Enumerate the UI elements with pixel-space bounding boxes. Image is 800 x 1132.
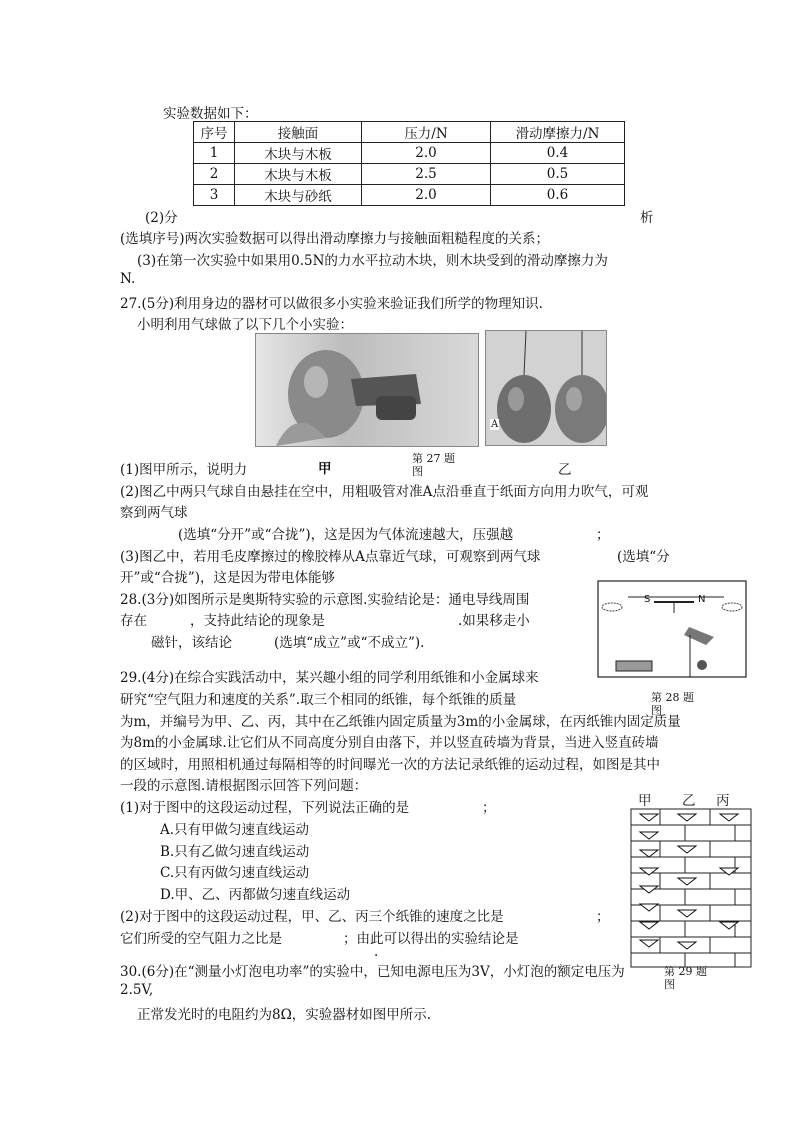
q27-p3a-end: (选填“分 xyxy=(617,549,670,565)
q29-option-d: D.甲、乙、丙都做匀速直线运动 xyxy=(160,887,351,903)
q28-line2b: ，支持此结论的现象是 xyxy=(190,613,325,629)
table-cell: 2 xyxy=(194,164,235,185)
table-header: 序号 xyxy=(194,122,235,143)
q26-p2-end: 析 xyxy=(640,210,654,226)
figure-yi-photo xyxy=(485,330,607,446)
fig-label-jia: 甲 xyxy=(638,793,652,809)
table-cell: 1 xyxy=(194,143,235,164)
table-cell: 木块与砂纸 xyxy=(235,185,362,206)
table-cell: 2.0 xyxy=(362,185,491,206)
table-cell: 木块与木板 xyxy=(235,143,362,164)
q26-p2-start: (2)分 xyxy=(145,210,178,226)
table-header: 滑动摩擦力/N xyxy=(491,122,625,143)
table-cell: 3 xyxy=(194,185,235,206)
q27-p2a: (2)图乙中两只气球自由悬挂在空中，用粗吸管对准A点沿垂直于纸面方向用力吹气，可观 xyxy=(120,484,649,500)
two-balloons-illustration xyxy=(486,331,606,445)
q29-q1-end: ； xyxy=(482,800,496,816)
q30-line3: 正常发光时的电阻约为8Ω，实验器材如图甲所示. xyxy=(137,1007,432,1023)
q30-line1: 30.(6分)在“测量小灯泡电功率”的实验中，已知电源电压为3V，小灯泡的额定电压为 xyxy=(120,964,625,980)
q29-line3: 为m，并编号为甲、乙、丙，其中在乙纸锥内固定质量为3m的小金属球，在丙纸锥内固定质量 xyxy=(120,714,681,730)
balloon-push-illustration xyxy=(256,334,478,446)
point-a-label: A xyxy=(491,419,499,430)
q27-intro: 小明利用气球做了以下几个小实验： xyxy=(137,317,353,333)
table-cell: 0.4 xyxy=(491,143,625,164)
table-header: 接触面 xyxy=(235,122,362,143)
table-cell: 2.0 xyxy=(362,143,491,164)
q27-caption-2: 图 xyxy=(412,465,423,478)
q27-title: 27.(5分)利用身边的器材可以做很多小实验来验证我们所学的物理知识. xyxy=(120,296,543,312)
q29-line2: 研究“空气阻力和速度的关系”.取三个相同的纸锥，每个纸锥的质量 xyxy=(120,692,517,708)
table-cell: 2.5 xyxy=(362,164,491,185)
q29-q1: (1)对于图中的这段运动过程，下列说法正确的是 xyxy=(120,800,410,816)
table-cell: 木块与木板 xyxy=(235,164,362,185)
q29-q2b-mid: ；由此可以得出的实验结论是 xyxy=(343,931,519,947)
q29-caption-2: 图 xyxy=(664,978,675,991)
table-row xyxy=(194,185,625,206)
q28-line2a: 存在 xyxy=(120,613,147,629)
q27-p2c: (选填“分开”或“合拢”)，这是因为气体流速越大，压强越 xyxy=(178,527,514,543)
q27-p1: (1)图甲所示，说明力 xyxy=(120,462,248,478)
q30-line2: 2.5V, xyxy=(120,982,154,998)
table-row xyxy=(194,143,625,164)
q29-line4: 为8m的小金属球.让它们从不同高度分别自由落下，并以竖直砖墙为背景，当进入竖直砖墙 xyxy=(120,735,659,751)
q28-line2c: .如果移走小 xyxy=(458,613,530,629)
q29-line1: 29.(4分)在综合实践活动中，某兴趣小组的同学利用纸锥和小金属球来 xyxy=(120,670,539,686)
q29-q2a-end: ； xyxy=(596,909,610,925)
table-cell: 0.5 xyxy=(491,164,625,185)
oersted-circuit-diagram xyxy=(594,575,749,683)
q29-q2b: 它们所受的空气阻力之比是 xyxy=(120,931,282,947)
q29-line5: 的区域时，用照相机通过每隔相等的时间曝光一次的方法记录纸锥的运动过程，如图是其中 xyxy=(120,757,660,773)
table-cell: 0.6 xyxy=(491,185,625,206)
brick-wall-diagram xyxy=(630,808,752,968)
q27-p2b: 察到两气球 xyxy=(120,505,188,521)
q28-line1: 28.(3分)如图所示是奥斯特实验的示意图.实验结论是：通电导线周围 xyxy=(120,592,530,608)
q27-caption: 第 27 题 xyxy=(412,452,455,465)
q28-caption: 第 28 题 xyxy=(651,691,694,704)
figure-jia-photo xyxy=(255,333,479,447)
table-header-row xyxy=(194,122,625,143)
q29-option-b: B.只有乙做匀速直线运动 xyxy=(160,844,310,860)
intro-text: 实验数据如下： xyxy=(163,106,258,122)
experiment-data-table xyxy=(193,121,625,206)
q29-q2a: (2)对于图中的这段运动过程，甲、乙、丙三个纸锥的速度之比是 xyxy=(120,909,504,925)
q29-option-c: C.只有丙做匀速直线运动 xyxy=(160,865,310,881)
label-yi: 乙 xyxy=(558,462,572,478)
brick-wall-figure xyxy=(630,808,752,968)
q29-caption: 第 29 题 xyxy=(664,965,707,978)
q28-line3b: (选填“成立”或“不成立”). xyxy=(274,635,425,651)
magnet-s-label: S xyxy=(644,594,651,605)
q27-p3b: 开”或“合拢”)，这是因为带电体能够 xyxy=(120,570,335,586)
table-header: 压力/N xyxy=(362,122,491,143)
fig-label-yi: 乙 xyxy=(682,793,696,809)
magnet-n-label: N xyxy=(698,594,706,605)
table-row xyxy=(194,164,625,185)
q28-line3a: 磁针，该结论 xyxy=(151,635,232,651)
oersted-experiment-figure xyxy=(594,575,749,683)
q26-p3-unit: N. xyxy=(120,271,136,287)
q28-caption-2: 图 xyxy=(651,704,662,717)
q27-p2c-end: ； xyxy=(596,527,610,543)
q29-option-a: A.只有甲做匀速直线运动 xyxy=(160,822,310,838)
q29-line6: 一段的示意图.请根据图示回答下列问题： xyxy=(120,778,368,794)
fig-label-bing: 丙 xyxy=(716,793,730,809)
label-jia: 甲 xyxy=(318,461,332,477)
q26-p3: (3)在第一次实验中如果用0.5N的力水平拉动木块，则木块受到的滑动摩擦力为 xyxy=(137,253,608,269)
q29-q2-dot: . xyxy=(374,944,379,960)
q27-p3a: (3)图乙中，若用毛皮摩擦过的橡胶棒从A点靠近气球，可观察到两气球 xyxy=(120,549,541,565)
q26-p2-cont: (选填序号)两次实验数据可以得出滑动摩擦力与接触面粗糙程度的关系； xyxy=(120,231,550,247)
